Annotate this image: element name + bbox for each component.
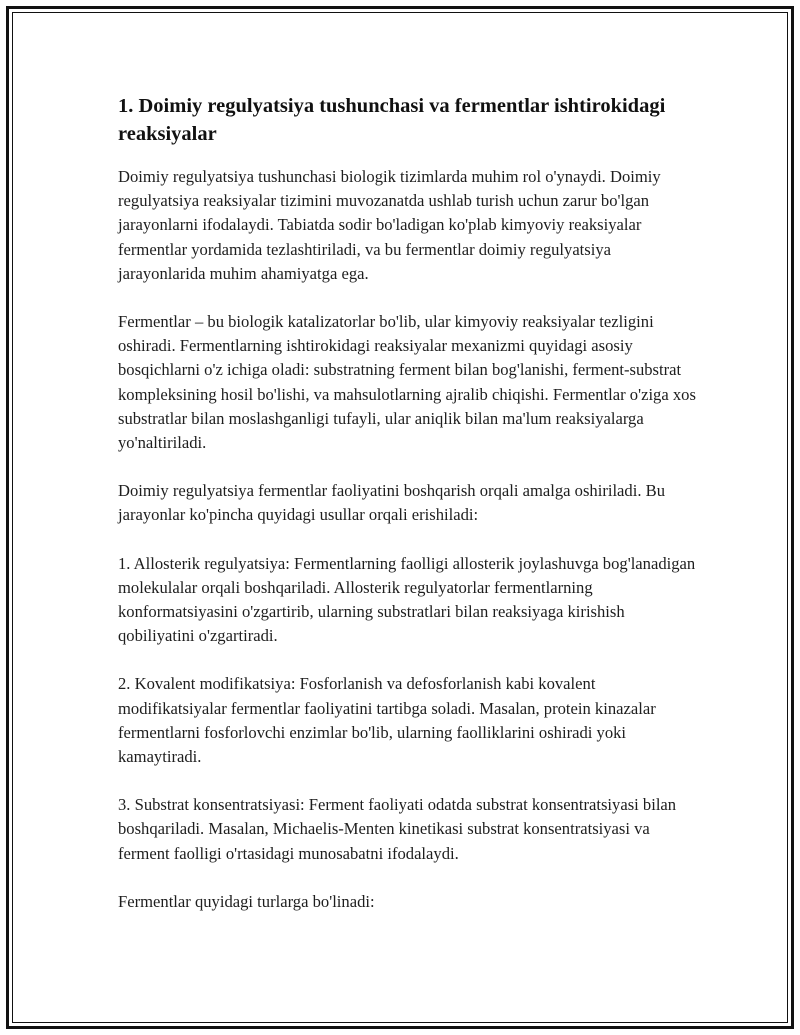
paragraph-enzymes: Fermentlar – bu biologik katalizatorlar bo'lib, ular kimyoviy reaksiyalar tezligini oshiradi. Fermentlarning ishtirokidagi reaksiyalar mexanizmi quyidagi asosiy bosqichlarni o'z ichiga oladi: substratning ferment bilan bog'lanishi, ferment-substrat kompleksining hosil bo'lishi, va mahsulotlarning ajralib chiqishi. Fermentlar o'ziga xos substratlar bilan moslashganligi tufayli, ular aniqlik bilan ma'lum reaksiyalarga yo'naltiriladi.	[118, 312, 696, 453]
paragraph-covalent: 2. Kovalent modifikatsiya: Fosforlanish va defosforlanish kabi kovalent modifikatsiyalar fermentlar faoliyatini tartibga soladi. Masalan, protein kinazalar fermentlarni fosforlovchi enzimlar bo'lib, ularning faolliklarini oshiradi yoki kamaytiradi.	[118, 674, 656, 767]
paragraph-substrate: 3. Substrat konsentratsiyasi: Ferment faoliyati odatda substrat konsentratsiyasi bilan boshqariladi. Masalan, Michaelis-Menten kinetikasi substrat konsentratsiyasi va ferment faolligi o'rtasidagi munosabatni ifodalaydi.	[118, 795, 677, 863]
section-heading: 1. Doimiy regulyatsiya tushunchasi va fermentlar ishtirokidagi reaksiyalar	[118, 95, 666, 145]
paragraph-types: Fermentlar quyidagi turlarga bo'linadi:	[118, 891, 375, 911]
document-body	[118, 92, 698, 938]
paragraph-regulation: Doimiy regulyatsiya fermentlar faoliyatini boshqarish orqali amalga oshiriladi. Bu jarayonlar ko'pincha quyidagi usullar orqali erishiladi:	[118, 481, 665, 525]
paragraph-allosteric: 1. Allosterik regulyatsiya: Fermentlarning faolligi allosterik joylashuvga bog'lanadigan molekulalar orqali boshqariladi. Allosterik regulyatorlar fermentlarning konformatsiyasini o'zgartirib, ularning substratlari bilan reaksiyaga kirishish qobiliyatini o'zgartiradi.	[118, 553, 696, 646]
paragraph-intro: Doimiy regulyatsiya tushunchasi biologik tizimlarda muhim rol o'ynaydi. Doimiy regulyatsiya reaksiyalar tizimini muvozanatda ushlab turish uchun zarur bo'lgan jarayonlarni ifodalaydi. Tabiatda sodir bo'ladigan ko'plab kimyoviy reaksiyalar fermentlar yordamida tezlashtiriladi, va bu fermentlar doimiy regulyatsiya jarayonlarida muhim ahamiyatga ega.	[118, 167, 661, 283]
